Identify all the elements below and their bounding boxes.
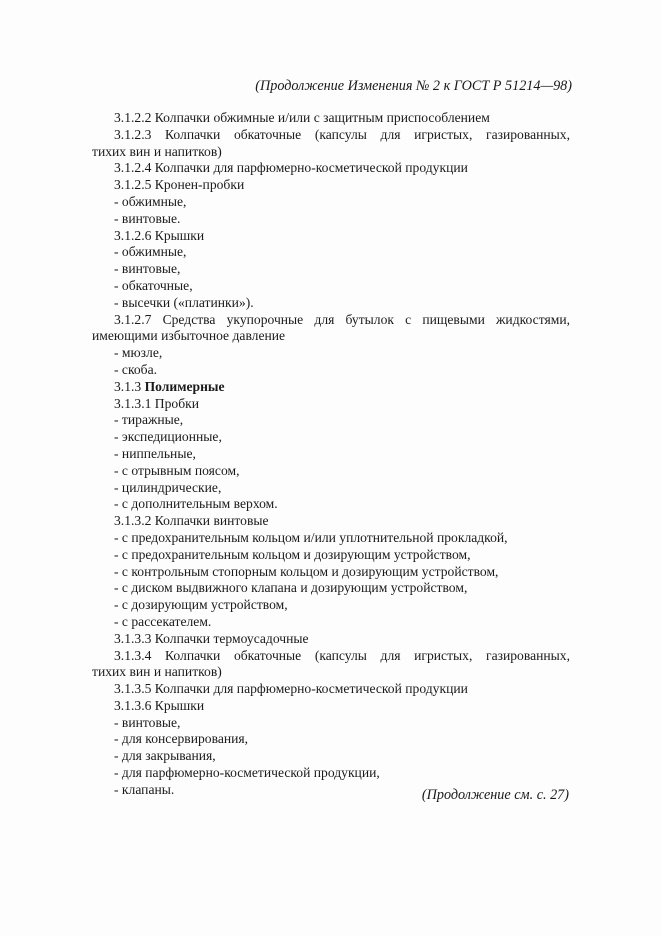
text-line: 3.1.3.2 Колпачки винтовые — [114, 513, 269, 529]
list-item: - обкаточные, — [114, 277, 193, 293]
text-line: 3.1.2.5 Кронен-пробки — [114, 177, 245, 193]
list-item: - с дозирующим устройством, — [114, 597, 288, 613]
section-number: 3.1.3 — [114, 378, 145, 394]
text-line: 3.1.3.5 Колпачки для парфюмерно-косметической продукции — [114, 681, 468, 697]
list-item: - с контрольным стопорным кольцом и дозирующим устройством, — [114, 563, 499, 579]
list-item: - с отрывным поясом, — [114, 462, 240, 478]
section-heading — [92, 379, 570, 396]
text-line: тихих вин и напитков) — [92, 664, 222, 680]
list-item: - с предохранительным кольцом и дозирующим устройством, — [114, 546, 471, 562]
list-item: - для закрывания, — [114, 748, 216, 764]
list-item: - винтовые. — [114, 210, 181, 226]
text-line: 3.1.2.3 Колпачки обкаточные (капсулы для игристых, газированных, — [114, 126, 570, 142]
list-item: - тиражные, — [114, 412, 184, 428]
list-item: - экспедиционные, — [114, 429, 222, 445]
list-item: - обжимные, — [114, 193, 187, 209]
text-line: 3.1.3.1 Пробки — [114, 395, 199, 411]
list-item: - с предохранительным кольцом и/или уплотнительной прокладкой, — [114, 529, 508, 545]
list-item: - высечки («платинки»). — [114, 294, 254, 310]
list-item: - мюзле, — [114, 345, 163, 361]
section-title: Полимерные — [144, 378, 225, 394]
document-body — [92, 110, 570, 799]
list-item: - обжимные, — [114, 244, 187, 260]
list-item: - для консервирования, — [114, 731, 249, 747]
continuation-header: (Продолжение Изменения № 2 к ГОСТ Р 51214—98) — [255, 78, 572, 94]
list-item: - с дополнительным верхом. — [114, 496, 278, 512]
text-line: имеющими избыточное давление — [92, 328, 286, 344]
text-line: тихих вин и напитков) — [92, 143, 222, 159]
text-line: 3.1.2.4 Колпачки для парфюмерно-косметической продукции — [114, 160, 468, 176]
continuation-footer: (Продолжение см. с. 27) — [421, 787, 569, 803]
text-line: 3.1.3.4 Колпачки обкаточные (капсулы для игристых, газированных, — [114, 647, 570, 663]
list-item: - с диском выдвижного клапана и дозирующим устройством, — [114, 580, 468, 596]
list-item: - клапаны. — [114, 781, 175, 797]
text-line: 3.1.3.6 Крышки — [114, 697, 205, 713]
text-line: 3.1.2.6 Крышки — [114, 227, 205, 243]
list-item: - скоба. — [114, 361, 158, 377]
text-line: 3.1.2.7 Средства укупорочные для бутылок с пищевыми жидкостями, — [114, 311, 570, 327]
list-item: - цилиндрические, — [114, 479, 222, 495]
list-item: - винтовые, — [114, 714, 181, 730]
text-line: 3.1.2.2 Колпачки обжимные и/или с защитным приспособлением — [114, 110, 490, 125]
list-item: - с рассекателем. — [114, 613, 212, 629]
list-item: - ниппельные, — [114, 445, 196, 461]
text-line: 3.1.3.3 Колпачки термоусадочные — [114, 630, 309, 646]
list-item: - винтовые, — [114, 261, 181, 277]
list-item: - для парфюмерно-косметической продукции, — [114, 765, 380, 781]
